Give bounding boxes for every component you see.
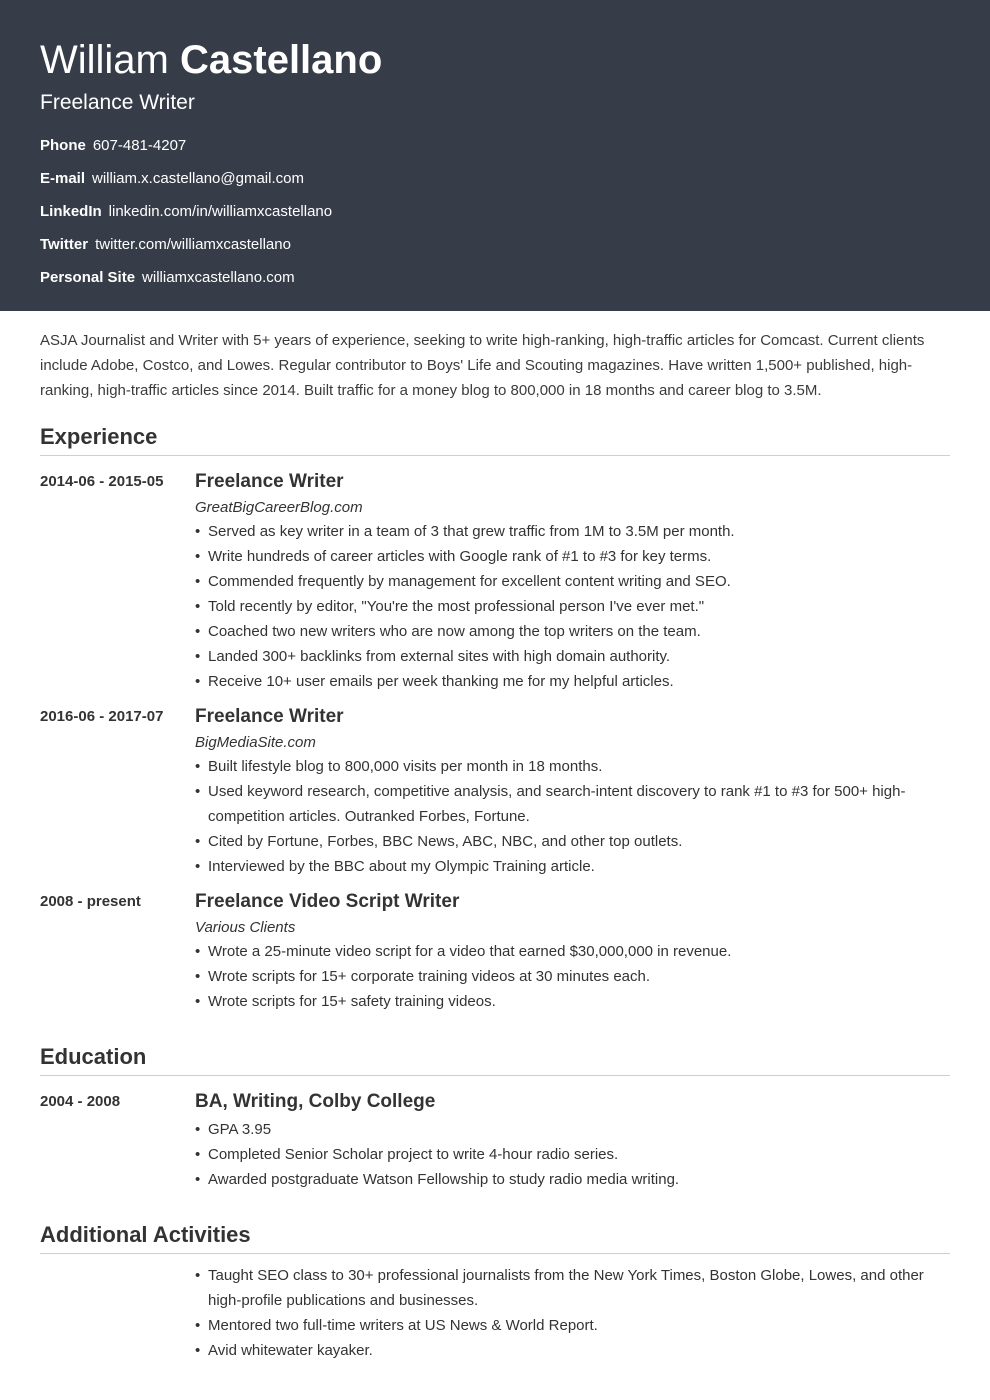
bullet-item: • Coached two new writers who are now among the top writers on the team. bbox=[195, 619, 950, 644]
bullet-item: • Write hundreds of career articles with Google rank of #1 to #3 for key terms. bbox=[195, 544, 950, 569]
contact-twitter bbox=[40, 236, 950, 269]
summary-paragraph: ASJA Journalist and Writer with 5+ years of experience, seeking to write high-ranking, high-traffic articles for Comcast. Current clients include Adobe, Costco, and Lowes. Regular contributor to Boys' Life and Scouting magazines. Have written 1,500+ published, high-ranking, high-traffic articles since 2014. Built traffic for a money blog to 800,000 in 18 months and career blog to 3.5M. bbox=[40, 332, 925, 399]
last-name: Castellano bbox=[180, 38, 383, 82]
entry-organization: GreatBigCareerBlog.com bbox=[195, 499, 363, 516]
bullet-item: • Told recently by editor, "You're the most professional person I've ever met." bbox=[195, 594, 950, 619]
entry-organization: BigMediaSite.com bbox=[195, 734, 316, 751]
section-title-activities: Additional Activities bbox=[40, 1222, 950, 1254]
bullet-item: • Avid whitewater kayaker. bbox=[195, 1338, 950, 1363]
resume-header bbox=[0, 0, 990, 311]
contact-label: E-mail bbox=[40, 170, 86, 187]
entry-dates: 2008 - present bbox=[40, 893, 141, 910]
education-entry bbox=[40, 1090, 950, 1192]
contact-email bbox=[40, 170, 950, 203]
bullet-item: • Built lifestyle blog to 800,000 visits per month in 18 months. bbox=[195, 754, 950, 779]
entry-degree: BA, Writing, Colby College bbox=[195, 1091, 436, 1112]
entry-role: Freelance Writer bbox=[195, 706, 344, 727]
bullet-list bbox=[195, 519, 950, 694]
bullet-item: • Cited by Fortune, Forbes, BBC News, ABC, NBC, and other top outlets. bbox=[195, 829, 950, 854]
entry-organization: Various Clients bbox=[195, 919, 296, 936]
first-name: William bbox=[40, 38, 169, 82]
experience-entry bbox=[40, 470, 950, 694]
resume-body bbox=[0, 311, 990, 1363]
bullet-item: • Wrote scripts for 15+ corporate training videos at 30 minutes each. bbox=[195, 964, 950, 989]
contact-label: LinkedIn bbox=[40, 203, 102, 220]
twitter-link[interactable]: twitter.com/williamxcastellano bbox=[95, 236, 291, 253]
bullet-list bbox=[195, 1117, 950, 1192]
phone-value: 607-481-4207 bbox=[92, 137, 187, 154]
entry-dates: 2004 - 2008 bbox=[40, 1093, 121, 1110]
bullet-item: • Used keyword research, competitive analysis, and search-intent discovery to rank #1 to #3 for 500+ high-competition articles. Outranked Forbes, Fortune. bbox=[195, 779, 950, 829]
entry-dates: 2014-06 - 2015-05 bbox=[40, 473, 164, 490]
job-title: Freelance Writer bbox=[40, 91, 195, 114]
contact-label: Twitter bbox=[40, 236, 89, 253]
contact-list bbox=[40, 137, 950, 302]
entry-role: Freelance Video Script Writer bbox=[195, 891, 460, 912]
bullet-item: • Wrote scripts for 15+ safety training videos. bbox=[195, 989, 950, 1014]
bullet-item: • Awarded postgraduate Watson Fellowship to study radio media writing. bbox=[195, 1167, 950, 1192]
entry-body bbox=[195, 890, 950, 1014]
bullet-item: • Landed 300+ backlinks from external sites with high domain authority. bbox=[195, 644, 950, 669]
candidate-name bbox=[40, 37, 950, 83]
bullet-item: • Taught SEO class to 30+ professional journalists from the New York Times, Boston Globe, Lowes, and other high-profile publications and businesses. bbox=[195, 1263, 950, 1313]
entry-body bbox=[195, 470, 950, 694]
contact-personal-site bbox=[40, 269, 950, 302]
bullet-list bbox=[195, 754, 950, 879]
section-title-education: Education bbox=[40, 1044, 950, 1076]
bullet-item: • Receive 10+ user emails per week thanking me for my helpful articles. bbox=[195, 669, 950, 694]
section-title-experience: Experience bbox=[40, 424, 950, 456]
contact-linkedin bbox=[40, 203, 950, 236]
experience-entry bbox=[40, 705, 950, 879]
entry-dates: 2016-06 - 2017-07 bbox=[40, 708, 164, 725]
bullet-item: • Interviewed by the BBC about my Olympic Training article. bbox=[195, 854, 950, 879]
personal-site-link[interactable]: williamxcastellano.com bbox=[142, 269, 295, 286]
activities-list bbox=[195, 1263, 950, 1363]
bullet-item: • Mentored two full-time writers at US News & World Report. bbox=[195, 1313, 950, 1338]
contact-label: Personal Site bbox=[40, 269, 136, 286]
linkedin-link[interactable]: linkedin.com/in/williamxcastellano bbox=[108, 203, 333, 220]
contact-label: Phone bbox=[40, 137, 86, 154]
bullet-item: • Served as key writer in a team of 3 that grew traffic from 1M to 3.5M per month. bbox=[195, 519, 950, 544]
entry-role: Freelance Writer bbox=[195, 471, 344, 492]
experience-entry bbox=[40, 890, 950, 1014]
bullet-item: • Wrote a 25-minute video script for a video that earned $30,000,000 in revenue. bbox=[195, 939, 950, 964]
bullet-item: • Completed Senior Scholar project to write 4-hour radio series. bbox=[195, 1142, 950, 1167]
bullet-item: • Commended frequently by management for excellent content writing and SEO. bbox=[195, 569, 950, 594]
contact-phone bbox=[40, 137, 950, 170]
entry-body bbox=[195, 705, 950, 879]
entry-body bbox=[195, 1090, 950, 1192]
bullet-item: • GPA 3.95 bbox=[195, 1117, 950, 1142]
bullet-list bbox=[195, 939, 950, 1014]
email-link[interactable]: william.x.castellano@gmail.com bbox=[92, 170, 304, 187]
